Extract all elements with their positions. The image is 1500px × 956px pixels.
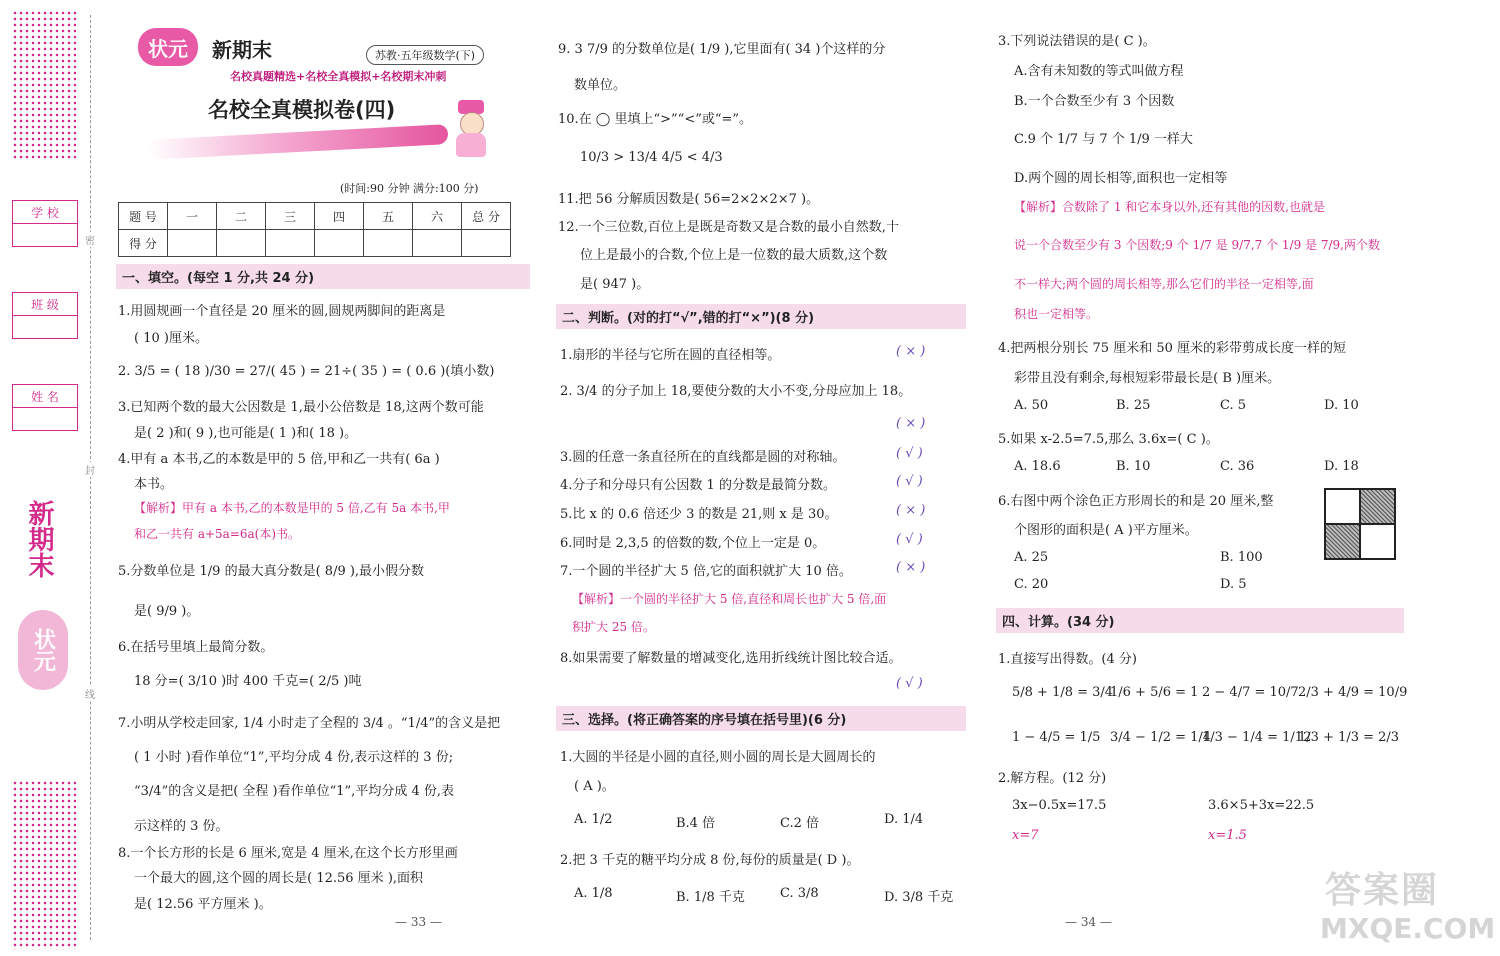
choice-2: 2.把 3 千克的糖平均分成 8 份,每份的质量是( D )。 bbox=[560, 853, 860, 868]
score-input[interactable] bbox=[413, 230, 462, 257]
choice-5-option-c: C. 36 bbox=[1220, 459, 1255, 474]
choice-3-analysis-line3: 不一样大;两个圆的周长相等,那么它们的半径一定相等,面 bbox=[1014, 277, 1314, 291]
choice-5: 5.如果 x-2.5=7.5,那么 3.6x=( C )。 bbox=[998, 432, 1219, 447]
mascot-figure bbox=[450, 100, 492, 158]
left-dot-pattern-top bbox=[12, 10, 76, 160]
q12-line3: 是( 947 )。 bbox=[580, 277, 650, 292]
choice-5-option-d: D. 18 bbox=[1324, 459, 1359, 474]
q5: 5.分数单位是 1/9 的最大真分数是( 8/9 ),最小假分数 bbox=[118, 564, 425, 579]
q9: 9. 3 7/9 的分数单位是( 1/9 ),它里面有( 34 )个这样的分 bbox=[558, 42, 886, 57]
judge-5-answer: ( × ) bbox=[896, 503, 926, 518]
choice-2-option-a: A. 1/8 bbox=[574, 886, 613, 901]
choice-6-line2: 个图形的面积是( A )平方厘米。 bbox=[1014, 523, 1198, 538]
choice-3-option-d: D.两个圆的周长相等,面积也一定相等 bbox=[1014, 171, 1228, 186]
choice-2-option-d: D. 3/8 千克 bbox=[884, 890, 954, 905]
choice-3-analysis-line4: 积也一定相等。 bbox=[1014, 307, 1099, 321]
choice-1-option-b: B.4 倍 bbox=[676, 816, 716, 831]
score-input[interactable] bbox=[217, 230, 266, 257]
seal-word-1: 密 bbox=[85, 232, 95, 247]
choice-4-option-b: B. 25 bbox=[1116, 398, 1151, 413]
choice-5-option-b: B. 10 bbox=[1116, 459, 1151, 474]
judge-7-answer: ( × ) bbox=[896, 560, 926, 575]
choice-6-option-b: B. 100 bbox=[1220, 550, 1263, 565]
brand-logo bbox=[138, 28, 198, 66]
page-number-left: — 33 — bbox=[395, 915, 442, 929]
score-input[interactable] bbox=[168, 230, 217, 257]
choice-6-option-a: A. 25 bbox=[1014, 550, 1049, 565]
calc-row1-item3: 2 − 4/7 = 10/7 bbox=[1202, 685, 1299, 700]
choice-3-option-a: A.含有未知数的等式叫做方程 bbox=[1014, 64, 1184, 79]
judge-1-answer: ( × ) bbox=[896, 344, 926, 359]
q11: 11.把 56 分解质因数是( 56=2×2×2×7 )。 bbox=[558, 192, 820, 207]
judge-4: 4.分子和分母只有公因数 1 的分数是最简分数。 bbox=[560, 478, 836, 493]
q6: 6.在括号里填上最简分数。 bbox=[118, 640, 274, 655]
score-input[interactable] bbox=[315, 230, 364, 257]
q12-line2: 位上是最小的合数,个位上是一位数的最大质数,这个数 bbox=[580, 248, 888, 263]
score-table-score-row bbox=[119, 230, 511, 257]
judge-8-answer: ( √ ) bbox=[896, 676, 923, 691]
section4-title: 四、计算。(34 分) bbox=[996, 608, 1404, 633]
watermark-logo: 答案圈 bbox=[1325, 870, 1440, 911]
choice-6-option-d: D. 5 bbox=[1220, 577, 1247, 592]
choice-4-option-c: C. 5 bbox=[1220, 398, 1247, 413]
q8-line3: 是( 12.56 平方厘米 )。 bbox=[134, 897, 272, 912]
q7: 7.小明从学校走回家, 1/4 小时走了全程的 3/4 。“1/4”的含义是把 bbox=[118, 716, 501, 731]
square-figure bbox=[1324, 488, 1396, 560]
q9-line2: 数单位。 bbox=[574, 78, 627, 93]
q7-line4: 示这样的 3 份。 bbox=[134, 819, 229, 834]
score-input[interactable] bbox=[364, 230, 413, 257]
q3: 3.已知两个数的最大公因数是 1,最小公倍数是 18,这两个数可能 bbox=[118, 400, 484, 415]
judge-6: 6.同时是 2,3,5 的倍数的数,个位上一定是 0。 bbox=[560, 536, 826, 551]
calc-row2-item1: 1 − 4/5 = 1/5 bbox=[1012, 730, 1101, 745]
judge-6-answer: ( √ ) bbox=[896, 532, 923, 547]
calc-2: 2.解方程。(12 分) bbox=[998, 771, 1107, 786]
judge-2-answer: ( × ) bbox=[896, 416, 926, 431]
q7-line2: ( 1 小时 )看作单位“1”,平均分成 4 份,表示这样的 3 份; bbox=[134, 750, 454, 765]
name-label: 姓 名 bbox=[13, 385, 77, 408]
choice-1-option-d: D. 1/4 bbox=[884, 812, 924, 827]
choice-3-option-c: C.9 个 1/7 与 7 个 1/9 一样大 bbox=[1014, 132, 1193, 147]
calc-row1-item2: 1/6 + 5/6 = 1 bbox=[1110, 685, 1199, 700]
score-cell: 一 bbox=[168, 203, 217, 230]
q6-line2: 18 分=( 3/10 )时 400 千克=( 2/5 )吨 bbox=[134, 674, 362, 689]
square-top-right-shaded bbox=[1360, 489, 1395, 524]
judge-2: 2. 3/4 的分子加上 18,要使分数的大小不变,分母应加上 18。 bbox=[560, 384, 912, 399]
calc-row2-item2: 3/4 − 1/2 = 1/4 bbox=[1110, 730, 1212, 745]
q1: 1.用圆规画一个直径是 20 厘米的圆,圆规两脚间的距离是 bbox=[118, 304, 446, 319]
score-cell: 题 号 bbox=[119, 203, 168, 230]
brand-logo-text: 状元 bbox=[148, 36, 188, 61]
judge-5: 5.比 x 的 0.6 倍还少 3 的数是 21,则 x 是 30。 bbox=[560, 507, 838, 522]
edition-badge: 苏教·五年级数学(下) bbox=[366, 45, 484, 65]
section2-title: 二、判断。(对的打“√”,错的打“×”)(8 分) bbox=[556, 304, 966, 329]
q4-analysis-line2: 和乙一共有 a+5a=6a(本)书。 bbox=[134, 527, 301, 541]
choice-4-option-a: A. 50 bbox=[1014, 398, 1049, 413]
judge-8: 8.如果需要了解数量的增减变化,选用折线统计图比较合适。 bbox=[560, 651, 902, 666]
q7-line3: “3/4”的含义是把( 全程 )看作单位“1”,平均分成 4 份,表 bbox=[134, 784, 454, 799]
slogan: 名校真题精选+名校全真模拟+名校期末冲刺 bbox=[230, 70, 447, 83]
seal-word-3: 线 bbox=[85, 686, 95, 701]
equation-2-answer: x=1.5 bbox=[1208, 828, 1247, 843]
seal-line bbox=[90, 15, 91, 940]
judge-3: 3.圆的任意一条直径所在的直线都是圆的对称轴。 bbox=[560, 450, 846, 465]
q3-line2: 是( 2 )和( 9 ),也可能是( 1 )和( 18 )。 bbox=[134, 426, 358, 441]
judge-4-answer: ( √ ) bbox=[896, 474, 923, 489]
judge-7: 7.一个圆的半径扩大 5 倍,它的面积就扩大 10 倍。 bbox=[560, 564, 852, 579]
score-table bbox=[118, 202, 511, 257]
school-box bbox=[12, 200, 78, 247]
equation-1-answer: x=7 bbox=[1012, 828, 1039, 843]
score-table-header-row bbox=[119, 203, 511, 230]
calc-1: 1.直接写出得数。(4 分) bbox=[998, 652, 1137, 667]
choice-4-option-d: D. 10 bbox=[1324, 398, 1359, 413]
choice-1-option-a: A. 1/2 bbox=[574, 812, 613, 827]
school-label: 学 校 bbox=[13, 201, 77, 224]
calc-row2-item4: 1/3 + 1/3 = 2/3 bbox=[1298, 730, 1400, 745]
q8-line2: 一个最大的圆,这个圆的周长是( 12.56 厘米 ),面积 bbox=[134, 871, 424, 886]
judge-7-analysis: 【解析】一个圆的半径扩大 5 倍,直径和周长也扩大 5 倍,面 bbox=[572, 592, 887, 606]
q8: 8.一个长方形的长是 6 厘米,宽是 4 厘米,在这个长方形里画 bbox=[118, 846, 458, 861]
class-box bbox=[12, 292, 78, 339]
square-bottom-right bbox=[1360, 524, 1395, 559]
score-input[interactable] bbox=[462, 230, 511, 257]
q4-analysis: 【解析】甲有 a 本书,乙的本数是甲的 5 倍,乙有 5a 本书,甲 bbox=[134, 501, 450, 515]
choice-1: 1.大圆的半径是小圆的直径,则小圆的周长是大圆周长的 bbox=[560, 750, 876, 765]
calc-row1-item4: 2/3 + 4/9 = 10/9 bbox=[1298, 685, 1408, 700]
score-cell: 总 分 bbox=[462, 203, 511, 230]
score-cell: 六 bbox=[413, 203, 462, 230]
q4-line2: 本书。 bbox=[134, 477, 174, 492]
q1-line2: ( 10 )厘米。 bbox=[134, 331, 208, 346]
school-field[interactable] bbox=[13, 224, 77, 246]
exam-title: 名校全真模拟卷(四) bbox=[208, 98, 396, 122]
equation-1: 3x−0.5x=17.5 bbox=[1012, 798, 1107, 813]
judge-1: 1.扇形的半径与它所在圆的直径相等。 bbox=[560, 348, 781, 363]
header-swoosh bbox=[148, 124, 448, 160]
choice-3: 3.下列说法错误的是( C )。 bbox=[998, 34, 1156, 49]
page-number-right: — 34 — bbox=[1065, 915, 1112, 929]
watermark-url: MXQE.COM bbox=[1320, 912, 1496, 945]
judge-3-answer: ( √ ) bbox=[896, 446, 923, 461]
q10: 10.在 ◯ 里填上“>”“<”或“=”。 bbox=[558, 112, 753, 127]
q12: 12.一个三位数,百位上是既是奇数又是合数的最小自然数,十 bbox=[558, 220, 899, 235]
choice-2-option-b: B. 1/8 千克 bbox=[676, 890, 745, 905]
score-cell: 得 分 bbox=[119, 230, 168, 257]
vertical-brand: 新期末 bbox=[24, 500, 54, 578]
class-field[interactable] bbox=[13, 316, 77, 338]
q2: 2. 3/5 = ( 18 )/30 = 27/( 45 ) = 21÷( 35 ) = ( 0.6 )(填小数) bbox=[118, 364, 495, 379]
judge-7-analysis-line2: 积扩大 25 倍。 bbox=[572, 620, 655, 634]
square-top-left bbox=[1325, 489, 1360, 524]
q5-line2: 是( 9/9 )。 bbox=[134, 604, 200, 619]
choice-3-analysis-line2: 说一个合数至少有 3 个因数;9 个 1/7 是 9/7,7 个 1/9 是 7/9,两个数 bbox=[1014, 238, 1380, 252]
equation-2: 3.6×5+3x=22.5 bbox=[1208, 798, 1315, 813]
choice-5-option-a: A. 18.6 bbox=[1014, 459, 1061, 474]
class-label: 班 级 bbox=[13, 293, 77, 316]
left-dot-pattern-bottom bbox=[12, 780, 76, 950]
score-input[interactable] bbox=[266, 230, 315, 257]
choice-6-option-c: C. 20 bbox=[1014, 577, 1049, 592]
time-info: (时间:90 分钟 满分:100 分) bbox=[340, 182, 479, 195]
choice-3-option-b: B.一个合数至少有 3 个因数 bbox=[1014, 94, 1175, 109]
choice-4: 4.把两根分别长 75 厘米和 50 厘米的彩带剪成长度一样的短 bbox=[998, 341, 1347, 356]
calc-row1-item1: 5/8 + 1/8 = 3/4 bbox=[1012, 685, 1114, 700]
seal-word-2: 封 bbox=[85, 462, 95, 477]
q4: 4.甲有 a 本书,乙的本数是甲的 5 倍,甲和乙一共有( 6a ) bbox=[118, 452, 440, 467]
name-field[interactable] bbox=[13, 408, 77, 430]
score-cell: 二 bbox=[217, 203, 266, 230]
section1-title: 一、填空。(每空 1 分,共 24 分) bbox=[116, 264, 530, 289]
choice-3-analysis: 【解析】合数除了 1 和它本身以外,还有其他的因数,也就是 bbox=[1014, 200, 1325, 214]
choice-1-answer: ( A )。 bbox=[574, 779, 615, 794]
choice-6: 6.右图中两个涂色正方形周长的和是 20 厘米,整 bbox=[998, 494, 1274, 509]
square-bottom-left-shaded bbox=[1325, 524, 1360, 559]
series-name: 新期末 bbox=[212, 38, 272, 62]
choice-4-line2: 彩带且没有剩余,每根短彩带最长是( B )厘米。 bbox=[1014, 371, 1281, 386]
section3-title: 三、选择。(将正确答案的序号填在括号里)(6 分) bbox=[556, 706, 966, 731]
score-cell: 三 bbox=[266, 203, 315, 230]
vertical-logo-text: 状元 bbox=[30, 628, 56, 672]
q10-line2: 10/3 > 13/4 4/5 < 4/3 bbox=[580, 150, 723, 165]
calc-row2-item3: 1/3 − 1/4 = 1/12 bbox=[1202, 730, 1312, 745]
name-box bbox=[12, 384, 78, 431]
vertical-logo bbox=[18, 610, 68, 690]
score-cell: 五 bbox=[364, 203, 413, 230]
choice-1-option-c: C.2 倍 bbox=[780, 816, 820, 831]
score-cell: 四 bbox=[315, 203, 364, 230]
choice-2-option-c: C. 3/8 bbox=[780, 886, 819, 901]
